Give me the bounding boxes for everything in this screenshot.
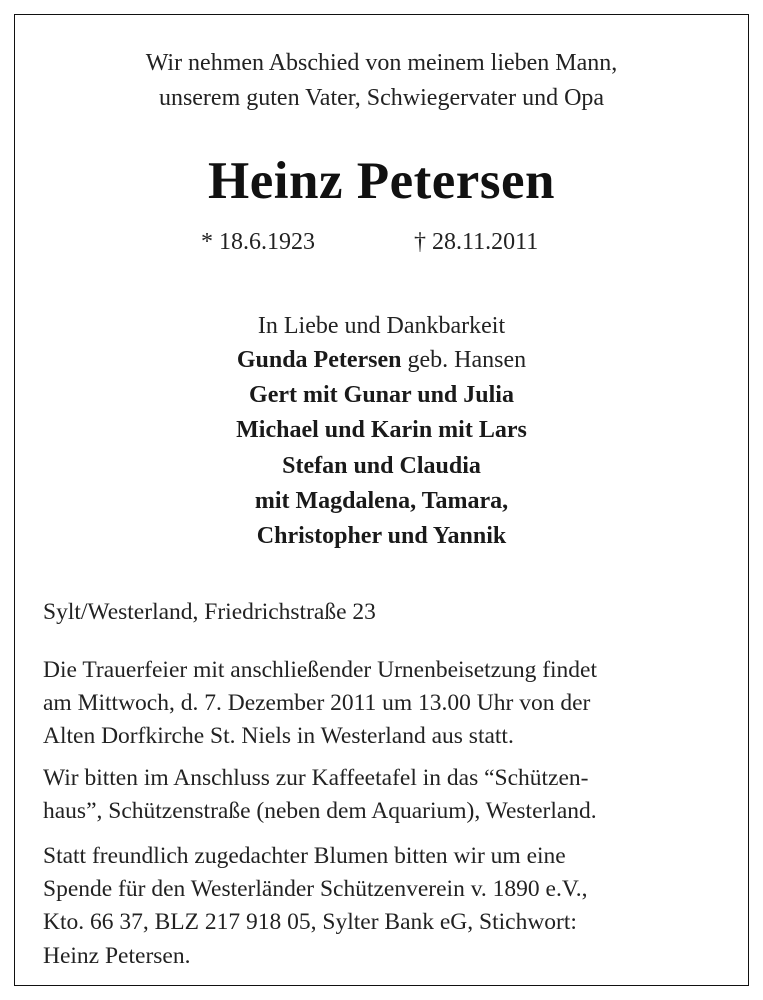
- invitation-line-2: haus”, Schützenstraße (neben dem Aquarium), Westerland.: [43, 798, 597, 824]
- address: Sylt/Westerland, Friedrichstraße 23: [43, 599, 376, 625]
- death-date: † 28.11.2011: [414, 229, 539, 255]
- donation-line-3: Kto. 66 37, BLZ 217 918 05, Sylter Bank eG, Stichwort:: [43, 909, 577, 935]
- donation-line-2: Spende für den Westerländer Schützenverein v. 1890 e.V.,: [43, 876, 588, 902]
- mourner-line-5: Christopher und Yannik: [256, 523, 507, 549]
- mourner-line-2: Michael und Karin mit Lars: [236, 417, 527, 443]
- wife-name: Gunda Petersen: [236, 347, 402, 373]
- mourner-line-3: Stefan und Claudia: [282, 453, 481, 479]
- wife-birthname: geb. Hansen: [407, 347, 527, 373]
- funeral-info-line-3: Alten Dorfkirche St. Niels in Westerland aus statt.: [43, 723, 514, 749]
- deceased-name: Heinz Petersen: [208, 152, 555, 210]
- donation-line-1: Statt freundlich zugedachter Blumen bitten wir um eine: [43, 843, 566, 869]
- invitation-line-1: Wir bitten im Anschluss zur Kaffeetafel in das “Schützen-: [43, 765, 589, 791]
- mourner-line-4: mit Magdalena, Tamara,: [254, 488, 509, 514]
- funeral-info-line-2: am Mittwoch, d. 7. Dezember 2011 um 13.00 Uhr von der: [43, 690, 591, 716]
- intro-line-1: Wir nehmen Abschied von meinem lieben Mann,: [145, 50, 618, 76]
- donation-line-4: Heinz Petersen.: [43, 943, 191, 969]
- mourner-line-1: Gert mit Gunar und Julia: [249, 382, 514, 408]
- funeral-info-line-1: Die Trauerfeier mit anschließender Urnenbeisetzung findet: [43, 657, 598, 683]
- mourner-wife: [0, 343, 763, 377]
- mourners-intro: In Liebe und Dankbarkeit: [257, 313, 506, 339]
- birth-date: * 18.6.1923: [201, 229, 315, 255]
- intro-line-2: unserem guten Vater, Schwiegervater und Opa: [158, 85, 605, 111]
